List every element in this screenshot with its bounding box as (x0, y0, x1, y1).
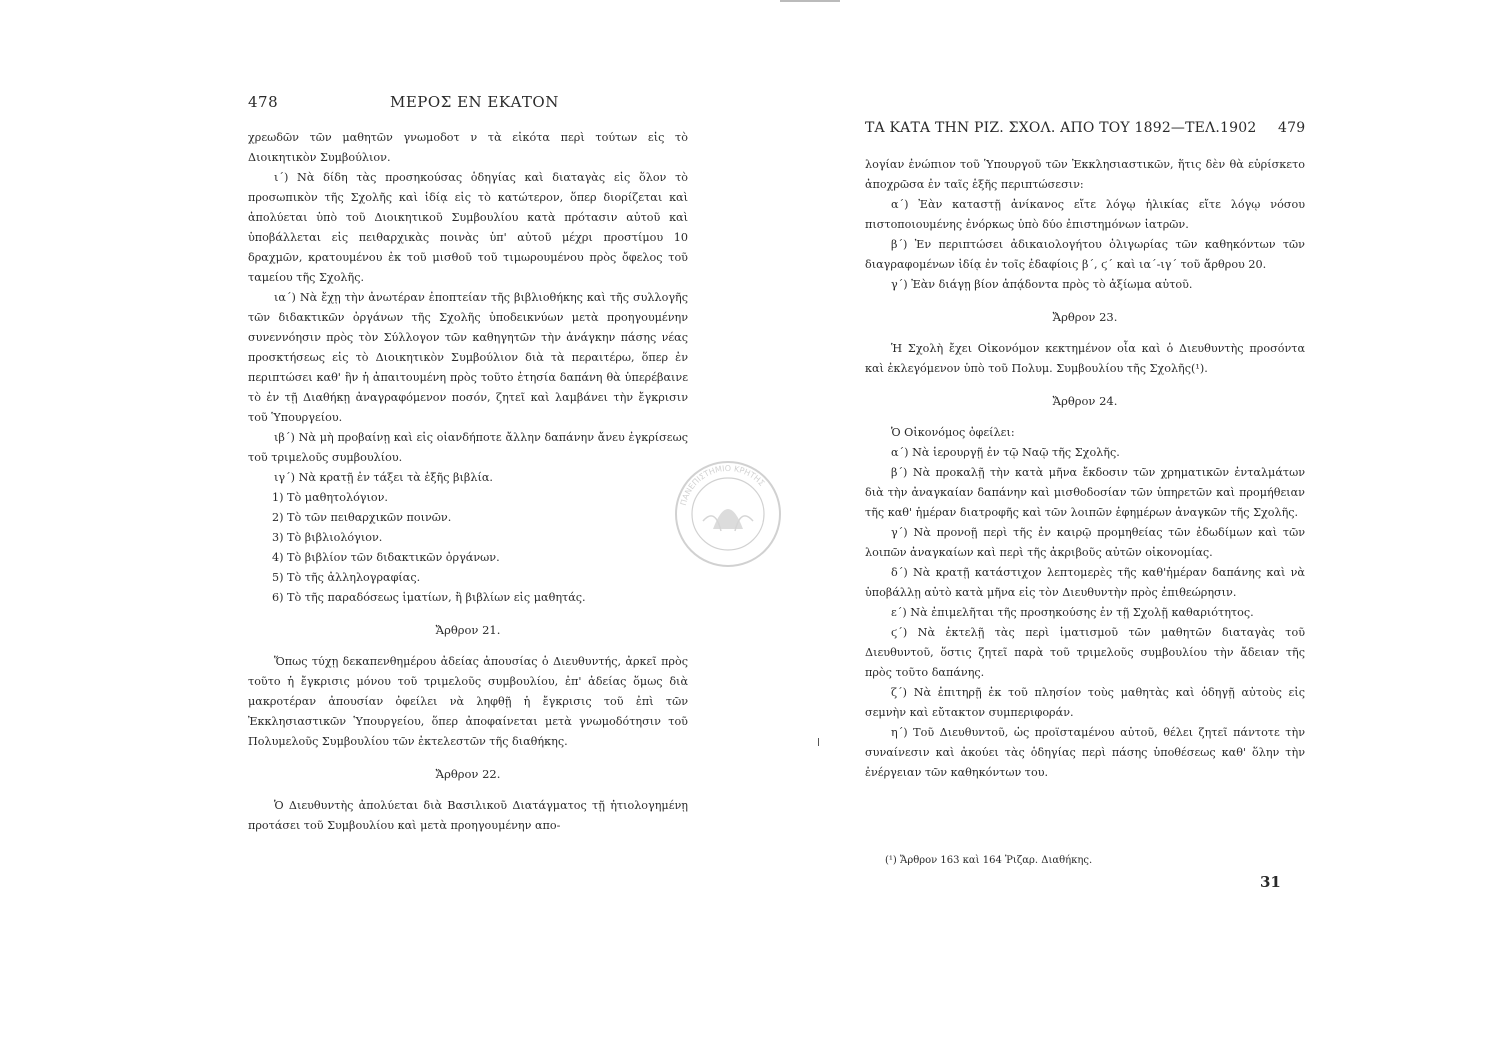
list-item: 3) Τὸ βιβλιολόγιον. (272, 531, 383, 544)
list-item: ζ΄) Νὰ ἐπιτηρῇ ἐκ τοῦ πλησίον τοὺς μαθητὰς καὶ ὁδηγῇ αὐτοὺς εἰς σεμνὴν καὶ εὔτακτον συμπεριφοράν. (865, 686, 1305, 719)
article-heading: Ἄρθρον 23. (1052, 310, 1118, 324)
left-page-number: 478 (248, 93, 279, 111)
list-item: 5) Τὸ τῆς ἀλληλογραφίας. (272, 571, 421, 584)
paragraph: ιβ΄) Νὰ μὴ προβαίνῃ καὶ εἰς οἱανδήποτε ἄλλην δαπάνην ἄνευ ἐγκρίσεως τοῦ τριμελοῦς συμβουλίου. (248, 431, 688, 464)
left-page-body (248, 128, 688, 836)
paragraph: Ὅπως τύχῃ δεκαπενθημέρου ἀδείας ἀπουσίας ὁ Διευθυντής, ἀρκεῖ πρὸς τοῦτο ἡ ἔγκρισις μόνου τοῦ τριμελοῦς συμβουλίου, ἐπ' ἀδείας ὅμως διὰ μακροτέραν ἀπουσίαν ὀφείλει νὰ ληφθῇ ἡ ἔγκρισις τοῦ ἐπὶ τῶν Ἐκκλησιαστικῶν Ὑπουργείου, ὅπερ ἀποφαίνεται μετὰ γνωμοδότησιν τοῦ Πολυμελοῦς Συμβουλίου τῶν ἐκτελεστῶν τῆς διαθήκης. (248, 655, 688, 748)
right-page-number: 479 (1278, 120, 1306, 136)
list-item: ϛ΄) Νὰ ἐκτελῇ τὰς περὶ ἱματισμοῦ τῶν μαθητῶν διαταγὰς τοῦ Διευθυντοῦ, ὅστις ζητεῖ παρὰ τοῦ τριμελοῦς συμβουλίου τὴν ἄδειαν τῆς πρὸς τοῦτο δαπάνης. (865, 626, 1305, 679)
svg-text:ΠΑΝΕΠΙΣΤΗΜΙΟ ΚΡΗΤΗΣ (679, 464, 766, 507)
scan-speck (780, 0, 840, 2)
left-page-header (248, 93, 688, 115)
article-heading: Ἄρθρον 22. (435, 767, 501, 781)
footnote: (¹) Ἄρθρον 163 καὶ 164 Ῥιζαρ. Διαθήκης. (885, 855, 1093, 866)
paragraph: λογίαν ἐνώπιον τοῦ Ὑπουργοῦ τῶν Ἐκκλησιαστικῶν, ἥτις δὲν θὰ εὑρίσκετο ἀποχρῶσα ἐν ταῖς ἑξῆς περιπτώσεσιν: (865, 158, 1305, 191)
list-item: α΄) Ἐὰν καταστῇ ἀνίκανος εἴτε λόγῳ ἡλικίας εἴτε λόγῳ νόσου πιστοποιουμένης ἐνόρκως ὑπὸ δύο ἐπιστημόνων ἰατρῶν. (865, 198, 1305, 231)
left-running-title: ΜΕΡΟΣ ΕΝ ΕΚΑΤΟΝ (390, 93, 559, 111)
paragraph: ια΄) Νὰ ἔχῃ τὴν ἀνωτέραν ἐποπτείαν τῆς βιβλιοθήκης καὶ τῆς συλλογῆς τῶν διδακτικῶν ὀργάνων τῆς Σχολῆς ὑποδεικνύων μετὰ προηγουμένην συνεννόησιν πρὸς τὸν Σύλλογον τῶν καθηγητῶν τὴν ἀνάγκην πάσης νέας προσκτήσεως εἰς τὸ Διοικητικὸν Συμβούλιον διὰ τὰ περαιτέρω, ὅπερ ἐν περιπτώσει καθ' ἣν ἡ ἀπαιτουμένη πρὸς τοῦτο ἐτησία δαπάνη θὰ ὑπερέβαινε τὸ ἐν τῇ Διαθήκῃ ἀναγραφόμενον ποσόν, ζητεῖ καὶ λαμβάνει τὴν ἔγκρισιν τοῦ Ὑπουργείου. (248, 291, 688, 424)
list-item: ε΄) Νὰ ἐπιμελῆται τῆς προσηκούσης ἐν τῇ Σχολῇ καθαριότητος. (891, 606, 1254, 619)
paragraph: χρεωδῶν τῶν μαθητῶν γνωμοδοτ ν τὰ εἰκότα περὶ τούτων εἰς τὸ Διοικητικὸν Συμβούλιον. (248, 131, 688, 164)
library-stamp-icon (673, 459, 783, 569)
signature-number: 31 (1260, 873, 1281, 891)
list-item: η΄) Τοῦ Διευθυντοῦ, ὡς προϊσταμένου αὐτοῦ, θέλει ζητεῖ πάντοτε τὴν συναίνεσιν καὶ ἀκούει τὰς ὁδηγίας περὶ πάσης ὑποθέσεως καθ' ὅλην τὴν ἐνέργειαν τῶν καθηκόντων του. (865, 726, 1305, 779)
list-item: β΄) Νὰ προκαλῇ τὴν κατὰ μῆνα ἔκδοσιν τῶν χρηματικῶν ἐνταλμάτων διὰ τὴν ἀναγκαίαν δαπάνην καὶ μισθοδοσίαν τῶν ὑπηρετῶν καὶ προμήθειαν τῆς καθ' ἡμέραν διατροφῆς καὶ τῶν λοιπῶν ἐφημέρων ἀναγκῶν τῆς Σχολῆς. (865, 466, 1305, 519)
list-item: α΄) Νὰ ἱερουργῇ ἐν τῷ Ναῷ τῆς Σχολῆς. (891, 446, 1120, 459)
list-item: γ΄) Νὰ προνοῇ περὶ τῆς ἐν καιρῷ προμηθείας τῶν ἐδωδίμων καὶ τῶν λοιπῶν ἀναγκαίων καὶ περὶ τῆς ἀκριβοῦς αὐτῶν οἰκονομίας. (865, 526, 1305, 559)
list-item: δ΄) Νὰ κρατῇ κατάστιχον λεπτομερὲς τῆς καθ'ἡμέραν δαπάνης καὶ νὰ ὑποβάλλῃ αὐτὸ κατὰ μῆνα εἰς τὸν Διευθυντὴν πρὸς ἐπιθεώρησιν. (865, 566, 1305, 599)
right-running-title: ΤΑ ΚΑΤΑ ΤΗΝ ΡΙΖ. ΣΧΟΛ. ΑΠΟ ΤΟΥ 1892—ΤΕΛ.1902 (865, 120, 1257, 136)
paragraph: Ὁ Οἰκονόμος ὀφείλει: (891, 426, 1015, 439)
article-heading: Ἄρθρον 21. (435, 623, 501, 637)
list-item: 6) Τὸ τῆς παραδόσεως ἱματίων, ἢ βιβλίων εἰς μαθητάς. (272, 591, 586, 604)
stamp-text: ΠΑΝΕΠΙΣΤΗΜΙΟ ΚΡΗΤΗΣ (678, 464, 767, 507)
paragraph: ιγ΄) Νὰ κρατῇ ἐν τάξει τὰ ἑξῆς βιβλία. (274, 471, 493, 484)
list-item: 1) Τὸ μαθητολόγιον. (272, 491, 388, 504)
list-item: 4) Τὸ βιβλίον τῶν διδακτικῶν ὀργάνων. (272, 551, 500, 564)
list-item: 2) Τὸ τῶν πειθαρχικῶν ποινῶν. (272, 511, 452, 524)
right-page-body (865, 155, 1305, 783)
paragraph: Ἡ Σχολὴ ἔχει Οἰκονόμον κεκτημένον οἷα καὶ ὁ Διευθυντὴς προσόντα καὶ ἐκλεγόμενον ὑπὸ τοῦ Πολυμ. Συμβουλίου τῆς Σχολῆς(¹). (865, 342, 1305, 375)
scan-speck (818, 738, 819, 746)
article-heading: Ἄρθρον 24. (1052, 394, 1118, 408)
list-item: β΄) Ἐν περιπτώσει ἀδικαιολογήτου ὀλιγωρίας τῶν καθηκόντων τῶν διαγραφομένων ἰδίᾳ ἐν τοῖς ἐδαφίοις β΄, ϛ΄ καὶ ια΄-ιγ΄ τοῦ ἄρθρου 20. (865, 238, 1305, 271)
list-item: γ΄) Ἐὰν διάγῃ βίον ἀπᾴδοντα πρὸς τὸ ἀξίωμα αὐτοῦ. (891, 278, 1193, 291)
paragraph: ι΄) Νὰ δίδη τὰς προσηκούσας ὁδηγίας καὶ διαταγὰς εἰς ὅλον τὸ προσωπικὸν τῆς Σχολῆς καὶ ἰδίᾳ εἰς τὸ κατώτερον, ὅπερ διορίζεται καὶ ἀπολύεται ὑπὸ τοῦ Διοικητικοῦ Συμβουλίου κατὰ πρότασιν αὐτοῦ καὶ ὑποβάλλεται εἰς πειθαρχικὰς ποινὰς ὑπ' αὐτοῦ μέχρι προστίμου 10 δραχμῶν, κρατουμένου ἐκ τοῦ μισθοῦ τοῦ τιμωρουμένου πρὸς ὄφελος τοῦ ταμείου τῆς Σχολῆς. (248, 171, 688, 284)
paragraph: Ὁ Διευθυντὴς ἀπολύεται διὰ Βασιλικοῦ Διατάγματος τῇ ἠτιολογημένῃ προτάσει τοῦ Συμβουλίου καὶ μετὰ προηγουμένην απο- (248, 799, 688, 832)
